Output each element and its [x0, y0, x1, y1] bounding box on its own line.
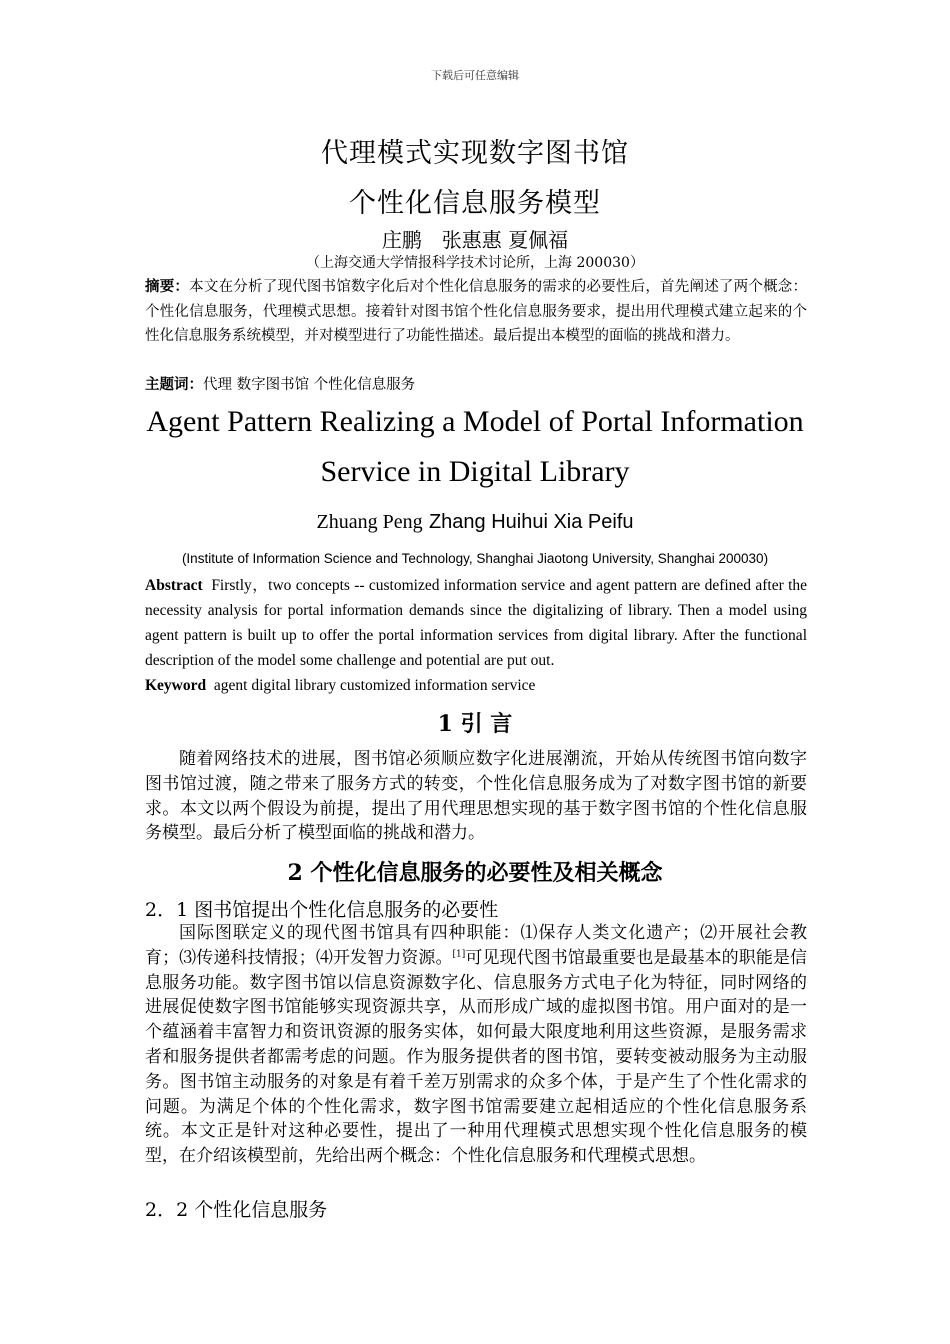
affiliation-en: (Institute of Information Science and Technology, Shanghai Jiaotong University, Shanghai 200030)	[181, 551, 769, 566]
authors-cn: 庄鹏 张惠惠 夏佩福	[381, 228, 569, 252]
title-cn-line1: 代理模式实现数字图书馆	[321, 138, 629, 169]
header-note: 下载后可任意编辑	[431, 69, 519, 82]
subsection22-title: 2．2 个性化信息服务	[145, 1199, 328, 1221]
keywords-en-label: Keyword	[145, 677, 207, 694]
subsection21-paragraph	[145, 921, 807, 1169]
authors-en	[0, 509, 950, 534]
affiliation-cn: （上海交通大学情报科学技术讨论所，上海 200030）	[306, 255, 644, 271]
subsection21-title: 2．1 图书馆提出个性化信息服务的必要性	[145, 899, 499, 921]
keywords-cn-text: 代理 数字图书馆 个性化信息服务	[203, 377, 416, 393]
authors-en-rest: Zhang Huihui Xia Peifu	[428, 511, 634, 533]
keywords-en-text: agent digital library customized information service	[213, 677, 536, 694]
title-en-line1: Agent Pattern Realizing a Model of Portal Information	[146, 405, 804, 438]
abstract-cn-label: 摘要：	[145, 278, 190, 295]
abstract-en-label: Abstract	[145, 577, 203, 594]
keywords-en	[145, 673, 807, 698]
authors-en-first: Zhuang Peng	[316, 511, 423, 533]
subsection21-para-a: 国际图联定义的现代图书馆具有四种职能：⑴保存人类文化遗产；⑵开展社会教育；⑶传递科技情报；⑷开发智力资源。	[145, 923, 807, 968]
abstract-en	[145, 573, 807, 673]
title-en-line2: Service in Digital Library	[320, 455, 630, 488]
keywords-cn	[145, 373, 807, 398]
keywords-cn-label: 主题词：	[145, 376, 203, 393]
section2-title: 2 个性化信息服务的必要性及相关概念	[287, 860, 663, 886]
citation-ref: [1]	[452, 949, 466, 960]
subsection21-para-b: 可见现代图书馆最重要也是最基本的职能是信息服务功能。数字图书馆以信息资源数字化、信息服务方式电子化为特征，同时网络的进展促使数字图书馆能够实现资源共享，从而形成广域的虚拟图书馆。用户面对的是一个蕴涵着丰富智力和资讯资源的服务实体，如何最大限度地利用这些资源，是服务需求者和服务提供者都需考虑的问题。作为服务提供者的图书馆，要转变被动服务为主动服务。图书馆主动服务的对象是有着千差万别需求的众多个体，于是产生了个性化需求的问题。为满足个体的个性化需求，数字图书馆需要建立起相适应的个性化信息服务系统。本文正是针对这种必要性，提出了一种用代理模式思想实现个性化信息服务的模型，在介绍该模型前，先给出两个概念：个性化信息服务和代理模式思想。	[145, 947, 808, 1167]
abstract-cn-text: 本文在分析了现代图书馆数字化后对个性化信息服务的需求的必要性后，首先阐述了两个概念：个性化信息服务，代理模式思想。接着针对图书馆个性化信息服务要求，提出用代理模式建立起来的个性化信息服务系统模型，并对模型进行了功能性描述。最后提出本模型的面临的挑战和潜力。	[145, 279, 808, 344]
section1-title: 1 引 言	[437, 711, 513, 737]
abstract-en-text: Firstly，two concepts -- customized information service and agent pattern are defined after the necessity analysis for portal information demands since the digitalizing of library. Then a model using agent pattern is built up to offer the portal information services from digital library. After the functional description of the model some challenge and potential are put out.	[145, 577, 807, 669]
abstract-cn	[145, 275, 807, 349]
title-cn-line2: 个性化信息服务模型	[349, 188, 601, 219]
section1-paragraph: 随着网络技术的进展，图书馆必须顺应数字化进展潮流，开始从传统图书馆向数字图书馆过渡，随之带来了服务方式的转变，个性化信息服务成为了对数字图书馆的新要求。本文以两个假设为前提，提出了用代理思想实现的基于数字图书馆的个性化信息服务模型。最后分析了模型面临的挑战和潜力。	[145, 749, 807, 844]
